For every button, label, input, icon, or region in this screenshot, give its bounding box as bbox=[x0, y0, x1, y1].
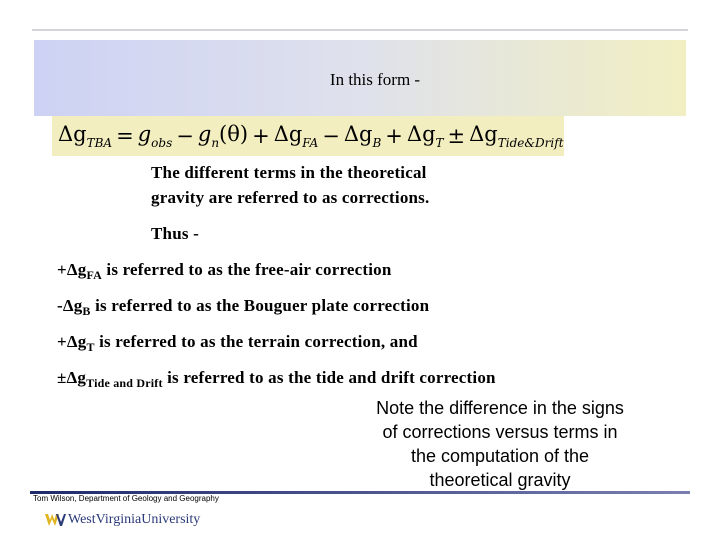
eq-minus-2: − bbox=[322, 124, 340, 148]
eq-equals: = bbox=[116, 124, 134, 148]
eq-minus-1: − bbox=[176, 124, 194, 148]
note-line: of corrections versus terms in bbox=[382, 422, 618, 442]
note-block bbox=[340, 396, 660, 492]
eq-t: $\Delta g_T$ bbox=[406, 122, 444, 150]
note-line: the computation of the bbox=[410, 446, 590, 466]
logo-wordmark: WestVirginiaUniversity bbox=[68, 512, 201, 527]
eq-plus-minus: ± bbox=[447, 124, 466, 148]
note-line: theoretical gravity bbox=[429, 470, 571, 490]
thus-label: Thus - bbox=[151, 224, 199, 243]
eq-b: $\Delta g_B$ bbox=[343, 122, 382, 150]
eq-gobs: $g_{obs}$ bbox=[137, 122, 173, 150]
eq-plus-1: + bbox=[252, 124, 270, 148]
flying-wv-icon bbox=[44, 512, 66, 528]
eq-tide-drift: $\Delta g_{Tide\&Drift}$ bbox=[469, 122, 564, 150]
university-logo bbox=[44, 510, 200, 530]
correction-bouguer: $-\Delta g_B$ is referred to as the Bouguer plate correction bbox=[57, 296, 430, 318]
tba-equation bbox=[52, 116, 564, 156]
slide-title: In this form - bbox=[329, 70, 421, 89]
note-line: Note the difference in the signs bbox=[376, 398, 624, 418]
footer-credit: Tom Wilson, Department of Geology and Geography bbox=[33, 494, 219, 503]
eq-fa: $\Delta g_{FA}$ bbox=[273, 122, 319, 150]
correction-free-air: $+\Delta g_{FA}$ is referred to as the free-air correction bbox=[57, 260, 392, 282]
correction-terrain: $+\Delta g_T$ is referred to as the terrain correction, and bbox=[57, 332, 418, 354]
eq-plus-2: + bbox=[385, 124, 403, 148]
eq-lhs: $\Delta g_{TBA}$ bbox=[58, 122, 113, 150]
header-divider bbox=[32, 29, 688, 31]
intro-line-1: The different terms in the theoretical bbox=[151, 163, 427, 182]
correction-tide-drift: $\pm\Delta g_{Tide and Drift}$ is referred to as the tide and drift correction bbox=[57, 368, 496, 390]
eq-gn: $g_n(\theta)$ bbox=[197, 122, 249, 150]
intro-line-2: gravity are referred to as corrections. bbox=[151, 188, 430, 207]
